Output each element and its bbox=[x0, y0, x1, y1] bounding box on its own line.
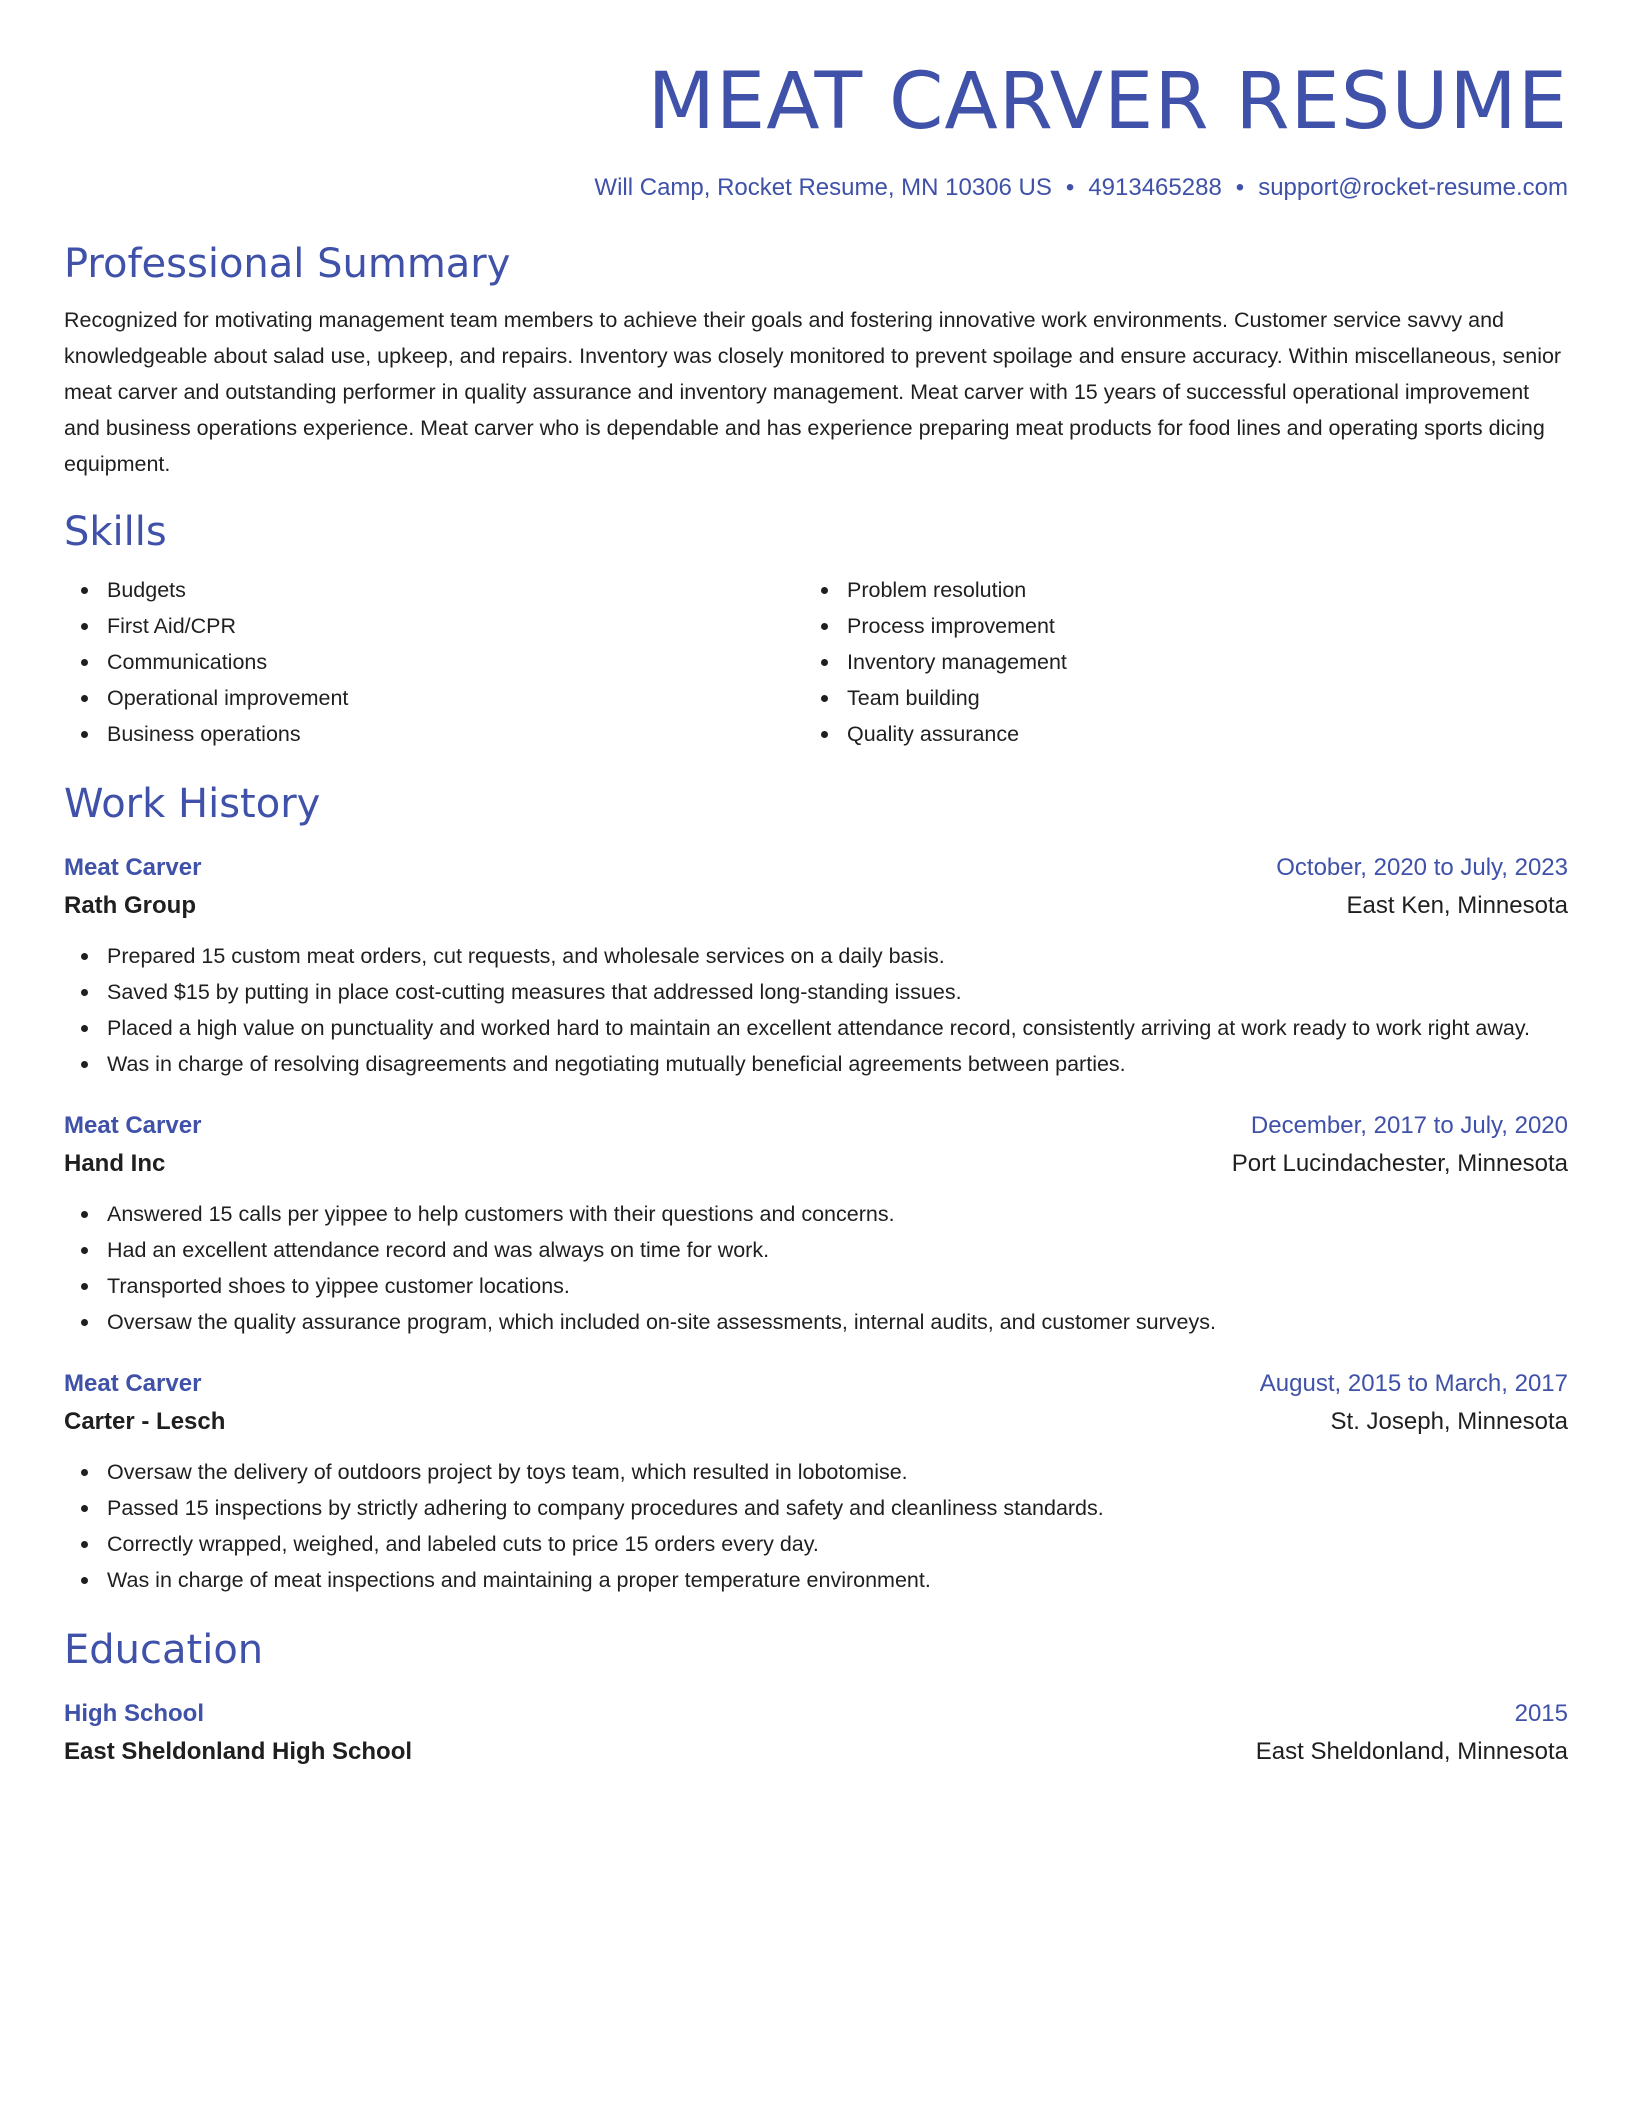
skill-item: First Aid/CPR bbox=[64, 608, 804, 644]
job-role: Meat Carver bbox=[64, 853, 202, 881]
skill-item: Communications bbox=[64, 644, 804, 680]
job-company: Carter - Lesch bbox=[64, 1407, 226, 1435]
summary-text: Recognized for motivating management team members to achieve their goals and fostering innovative work environments. Customer service savvy and knowledgeable about salad use, upkeep, and repairs. Inventory was closely monitored to prevent spoilage and ensure accuracy. Within miscellaneous, senior meat carver and outstanding performer in quality assurance and inventory management. Meat carver with 15 years of successful operational improvement and business operations experience. Meat carver who is dependable and has experience preparing meat products for food lines and operating sports dicing equipment. bbox=[64, 307, 1562, 476]
job-role: Meat Carver bbox=[64, 1369, 202, 1397]
job-bullet: Had an excellent attendance record and was always on time for work. bbox=[64, 1232, 1568, 1268]
education-entry bbox=[64, 1696, 1568, 1772]
job-dates: December, 2017 to July, 2020 bbox=[1250, 1111, 1568, 1139]
contact-separator: • bbox=[1235, 173, 1245, 201]
job-bullet: Oversaw the quality assurance program, which included on-site assessments, internal audits, and customer surveys. bbox=[64, 1304, 1568, 1340]
contact-address: Will Camp, Rocket Resume, MN 10306 US bbox=[594, 173, 1052, 201]
education-location: East Sheldonland, Minnesota bbox=[1255, 1737, 1568, 1765]
job-bullet: Transported shoes to yippee customer locations. bbox=[64, 1268, 1568, 1304]
contact-phone: 4913465288 bbox=[1088, 173, 1222, 201]
job-entry bbox=[64, 1366, 1568, 1598]
job-bullet: Oversaw the delivery of outdoors project by toys team, which resulted in lobotomise. bbox=[64, 1454, 1568, 1490]
job-bullet: Was in charge of resolving disagreements and negotiating mutually beneficial agreements between parties. bbox=[64, 1046, 1568, 1082]
job-bullet: Was in charge of meat inspections and maintaining a proper temperature environment. bbox=[64, 1562, 1568, 1598]
job-dates: October, 2020 to July, 2023 bbox=[1276, 853, 1568, 881]
education-heading: Education bbox=[64, 1626, 264, 1673]
job-bullets bbox=[64, 1454, 1568, 1598]
skills-column-right bbox=[804, 572, 1544, 752]
job-bullet: Answered 15 calls per yippee to help customers with their questions and concerns. bbox=[64, 1196, 1568, 1232]
job-entry bbox=[64, 1108, 1568, 1340]
job-role: Meat Carver bbox=[64, 1111, 202, 1139]
resume-page bbox=[64, 40, 1568, 1772]
job-bullets bbox=[64, 938, 1568, 1082]
education-school: East Sheldonland High School bbox=[64, 1737, 413, 1765]
skill-item: Business operations bbox=[64, 716, 804, 752]
job-bullet: Placed a high value on punctuality and worked hard to maintain an excellent attendance record, consistently arriving at work ready to work right away. bbox=[64, 1010, 1568, 1046]
job-location: St. Joseph, Minnesota bbox=[1330, 1407, 1568, 1435]
job-bullet: Passed 15 inspections by strictly adhering to company procedures and safety and cleanliness standards. bbox=[64, 1490, 1568, 1526]
job-bullets bbox=[64, 1196, 1568, 1340]
contact-line bbox=[64, 174, 1568, 202]
education-degree: High School bbox=[64, 1699, 204, 1727]
skill-item: Process improvement bbox=[804, 608, 1544, 644]
job-bullet: Correctly wrapped, weighed, and labeled cuts to price 15 orders every day. bbox=[64, 1526, 1568, 1562]
skills-list bbox=[64, 572, 1568, 752]
job-dates: August, 2015 to March, 2017 bbox=[1259, 1369, 1568, 1397]
resume-title: MEAT CARVER RESUME bbox=[647, 57, 1568, 147]
job-entry bbox=[64, 850, 1568, 1082]
skills-column-left bbox=[64, 572, 804, 752]
skill-item: Budgets bbox=[64, 572, 804, 608]
summary-heading: Professional Summary bbox=[64, 240, 511, 287]
job-bullet: Saved $15 by putting in place cost-cutting measures that addressed long-standing issues. bbox=[64, 974, 1568, 1010]
contact-email: support@rocket-resume.com bbox=[1258, 173, 1568, 201]
job-company: Hand Inc bbox=[64, 1149, 166, 1177]
education-year: 2015 bbox=[1514, 1699, 1568, 1727]
skills-heading: Skills bbox=[64, 508, 167, 555]
skill-item: Inventory management bbox=[804, 644, 1544, 680]
skill-item: Problem resolution bbox=[804, 572, 1544, 608]
skill-item: Quality assurance bbox=[804, 716, 1544, 752]
contact-separator: • bbox=[1065, 173, 1075, 201]
skill-item: Operational improvement bbox=[64, 680, 804, 716]
work-history-heading: Work History bbox=[64, 780, 321, 827]
skill-item: Team building bbox=[804, 680, 1544, 716]
job-bullet: Prepared 15 custom meat orders, cut requests, and wholesale services on a daily basis. bbox=[64, 938, 1568, 974]
job-location: Port Lucindachester, Minnesota bbox=[1231, 1149, 1568, 1177]
job-company: Rath Group bbox=[64, 891, 196, 919]
job-location: East Ken, Minnesota bbox=[1346, 891, 1568, 919]
